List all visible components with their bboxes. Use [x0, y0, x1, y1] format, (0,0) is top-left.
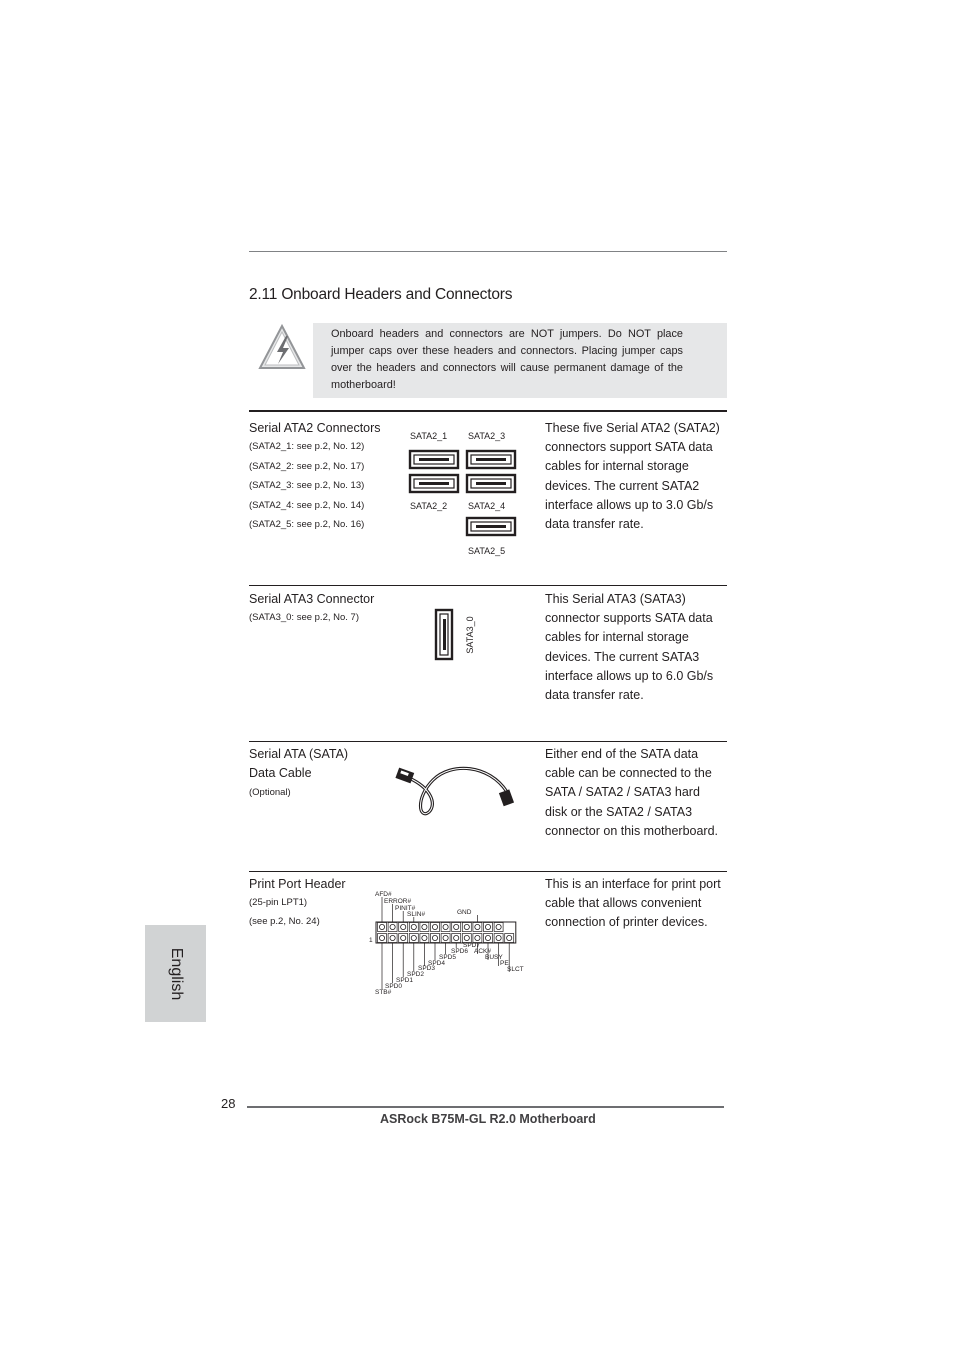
- lpt-top-label: AFD#: [375, 891, 392, 898]
- sata2-desc-line: connectors support SATA data: [545, 440, 713, 455]
- section-rule: [249, 741, 727, 742]
- cable-desc-line: disk or the SATA2 / SATA3: [545, 804, 693, 819]
- cable-desc-line: cable can be connected to the: [545, 766, 712, 781]
- lpt-bottom-label: BUSY: [485, 954, 503, 961]
- section-title: 2.11 Onboard Headers and Connectors: [249, 286, 513, 303]
- lpt-description: [545, 875, 721, 933]
- sata2-refs: [249, 437, 364, 535]
- sata2-connector-5: [467, 518, 515, 535]
- lpt-pin-hole: [411, 935, 416, 940]
- sata2-desc-line: interface allows up to 3.0 Gb/s: [545, 497, 714, 512]
- lpt-pin-hole: [432, 924, 437, 929]
- sata2-ref: (SATA2_2: see p.2, No. 17): [249, 460, 365, 472]
- lpt-pin-hole: [411, 924, 416, 929]
- lpt-pin-hole: [379, 935, 384, 940]
- sata2-connector-4: [467, 475, 515, 492]
- sata2-description: [545, 419, 720, 534]
- lpt-bottom-label: PE: [500, 960, 509, 967]
- sata3-title: Serial ATA3 Connector: [249, 592, 375, 606]
- lpt-pin-hole: [464, 924, 469, 929]
- sata2-label: SATA2_5: [468, 546, 506, 556]
- sata3-desc-line: data transfer rate.: [545, 688, 644, 703]
- lpt-pin-hole: [390, 935, 395, 940]
- lpt-desc-line: connection of printer devices.: [545, 915, 708, 930]
- sata2-title: Serial ATA2 Connectors: [249, 421, 381, 435]
- lpt-pin-hole: [454, 935, 459, 940]
- sata3-desc-line: This Serial ATA3 (SATA3): [545, 592, 686, 606]
- sata3-description: [545, 590, 713, 705]
- sata2-desc-line: cables for internal storage: [545, 459, 689, 474]
- lpt-title: Print Port Header: [249, 877, 346, 891]
- sata2-connectors-diagram: [405, 448, 520, 540]
- sata2-connector-1: [410, 451, 458, 468]
- footer-rule: [247, 1106, 724, 1108]
- lpt-pin-hole: [485, 924, 490, 929]
- sata2-desc-line: These five Serial ATA2 (SATA2): [545, 421, 720, 435]
- lpt-pin-hole: [485, 935, 490, 940]
- lpt-top-label: GND: [457, 909, 472, 916]
- language-tab: [145, 925, 206, 1022]
- lpt-top-label: SLIN#: [407, 911, 426, 918]
- lpt-pin-hole: [496, 924, 501, 929]
- lpt-desc-line: cable that allows convenient: [545, 896, 702, 911]
- warning-text: Onboard headers and connectors are NOT jumpers. Do NOT place jumper caps over these headers and connectors. Placing jumper caps over the headers and connectors will cause permanent damage of the motherboard!: [331, 328, 683, 391]
- sata2-ref: (SATA2_1: see p.2, No. 12): [249, 441, 365, 452]
- lpt-bottom-label: SLCT: [507, 966, 524, 973]
- lpt-bottom-label: SPD6: [451, 948, 468, 955]
- lpt-pin-hole: [454, 924, 459, 929]
- lpt-pin-hole: [475, 924, 480, 929]
- sata2-ref: (SATA2_4: see p.2, No. 14): [249, 499, 365, 511]
- sata2-label: SATA2_2: [410, 501, 448, 511]
- cable-desc-line: connector on this motherboard.: [545, 823, 719, 838]
- lpt-top-label: ERROR#: [384, 898, 412, 905]
- lpt-pin-hole: [422, 924, 427, 929]
- cable-title: [249, 745, 348, 783]
- lpt-bottom-label: SPD5: [439, 954, 456, 961]
- lpt-desc-line: This is an interface for print port: [545, 877, 721, 891]
- sata2-desc-line: data transfer rate.: [545, 517, 644, 532]
- cable-note: (Optional): [249, 787, 291, 798]
- lpt-pin-hole: [401, 924, 406, 929]
- lpt-bottom-label: SPD2: [407, 971, 424, 978]
- lpt-pin-hole: [496, 935, 501, 940]
- lpt-bottom-label: ACK#: [474, 948, 491, 955]
- cable-title-line: Data Cable: [249, 766, 312, 781]
- lpt-bottom-label: STB#: [375, 989, 392, 996]
- lpt-bottom-label: SPD3: [418, 965, 435, 972]
- sata2-label: SATA2_3: [468, 431, 506, 441]
- sata2-ref: (SATA2_5: see p.2, No. 16): [249, 519, 365, 530]
- lpt-pin-hole: [379, 924, 384, 929]
- page-number: 28: [221, 1096, 236, 1111]
- sata3-desc-line: connector supports SATA data: [545, 611, 713, 626]
- sata2-label: SATA2_1: [410, 431, 448, 441]
- language-tab-label: English: [167, 947, 185, 1000]
- sata3-desc-line: interface allows up to 6.0 Gb/s: [545, 668, 714, 683]
- lpt-pin-hole: [443, 924, 448, 929]
- lpt-pin-hole: [432, 935, 437, 940]
- sata2-connector-2: [410, 475, 458, 492]
- sata3-label: SATA3_0: [465, 616, 475, 654]
- lpt-bottom-label: SPD1: [396, 977, 413, 984]
- sata3-connector-diagram: [434, 608, 456, 662]
- sata-cable-image: [393, 758, 523, 820]
- warning-triangle-icon: [258, 323, 306, 376]
- lpt-top-label: PINIT#: [395, 905, 416, 912]
- cable-title-line: Serial ATA (SATA): [249, 747, 349, 761]
- sata2-connector-3: [467, 451, 515, 468]
- section-rule: [249, 871, 727, 872]
- sata3-ref: (SATA3_0: see p.2, No. 7): [249, 612, 360, 623]
- lpt-pin-hole: [475, 935, 480, 940]
- cable-desc-line: Either end of the SATA data: [545, 747, 699, 761]
- footer-title: ASRock B75M-GL R2.0 Motherboard: [380, 1112, 596, 1126]
- lpt-pin-hole: [507, 935, 512, 940]
- sata3-desc-line: devices. The current SATA3: [545, 649, 700, 664]
- sata3-desc-line: cables for internal storage: [545, 630, 689, 645]
- lpt-pin-hole: [464, 935, 469, 940]
- lpt-sub: (see p.2, No. 24): [249, 916, 320, 927]
- top-rule: [249, 251, 727, 252]
- lpt-bottom-label: SPD7: [463, 942, 480, 949]
- lpt-header-diagram: [366, 885, 530, 997]
- lpt-pin-hole: [401, 935, 406, 940]
- cable-desc-line: SATA / SATA2 / SATA3 hard: [545, 785, 700, 800]
- cable-description: [545, 745, 718, 841]
- sata2-desc-line: devices. The current SATA2: [545, 478, 700, 493]
- lpt-pin-hole: [443, 935, 448, 940]
- lpt-pin1-label: 1: [369, 937, 373, 944]
- lpt-sub: (25-pin LPT1): [249, 897, 308, 908]
- section-rule: [249, 410, 727, 412]
- section-rule: [249, 585, 727, 586]
- lpt-bottom-label: SPD0: [385, 983, 402, 990]
- sata2-label: SATA2_4: [468, 501, 506, 511]
- lpt-bottom-label: SPD4: [428, 960, 445, 967]
- lpt-pin-hole: [390, 924, 395, 929]
- sata2-ref: (SATA2_3: see p.2, No. 13): [249, 480, 365, 491]
- lpt-pin-hole: [422, 935, 427, 940]
